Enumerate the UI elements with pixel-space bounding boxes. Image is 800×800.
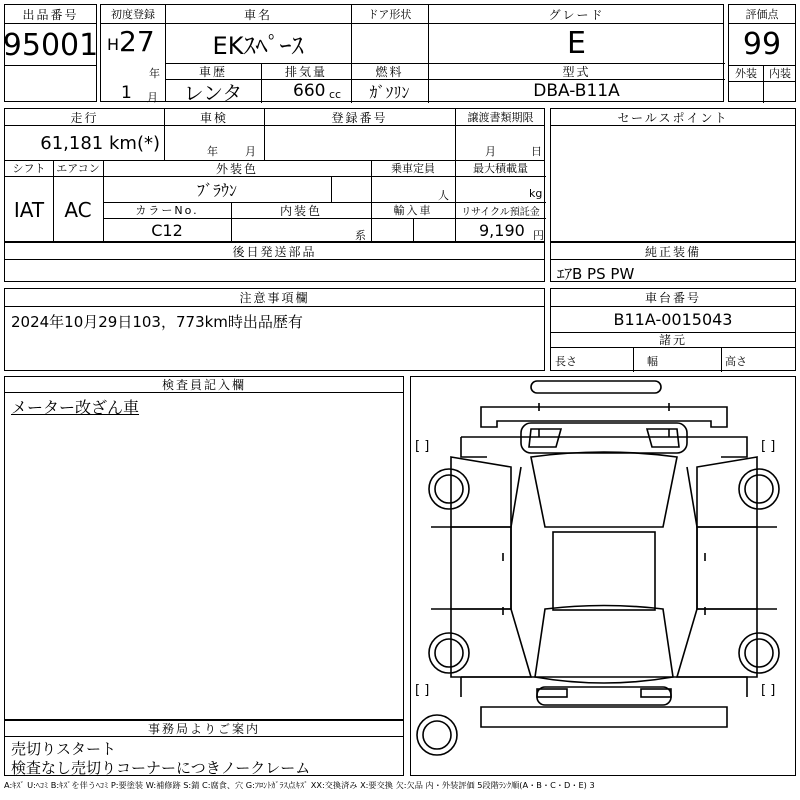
later-parts-box: [4, 242, 545, 282]
score: 99: [742, 26, 782, 62]
diagram-bracket-rear-right: [ ]: [761, 683, 776, 698]
sales-point-box: [550, 108, 796, 242]
lot-number: 95001: [2, 27, 99, 63]
shift: IAT: [13, 197, 45, 222]
displacement: 660: [293, 81, 326, 101]
color-number: C12: [151, 221, 183, 240]
history-label: 車歴: [198, 64, 227, 79]
cc-unit: cc: [329, 88, 342, 101]
car-diagram-box: [410, 376, 796, 776]
model-code-label: 型式: [562, 64, 591, 79]
inspector-box: [4, 376, 404, 720]
door-type-label: ドア形状: [367, 8, 412, 21]
inspection-month-unit: 月: [245, 145, 256, 158]
grade: E: [567, 25, 586, 61]
transfer-month-unit: 月: [485, 145, 496, 158]
interior-color-label: 内装色: [279, 203, 322, 218]
width-label: 幅: [647, 355, 658, 368]
height-label: 高さ: [725, 355, 747, 368]
grade-label: グレード: [548, 7, 605, 22]
shift-label: シフト: [12, 162, 46, 175]
genuine-equipment-label: 純正装備: [644, 244, 701, 259]
color-number-label: カラーNo.: [135, 204, 199, 217]
mileage: 61,181 km(*): [40, 132, 160, 154]
inspection-year-unit: 年: [207, 145, 218, 158]
aircon: AC: [64, 197, 92, 222]
notes-box: [4, 288, 545, 371]
office-line-1: 売切りスタート: [11, 740, 117, 758]
capacity-unit: 人: [438, 189, 449, 202]
damage-legend: A:ｷｽﾞ U:ﾍｺﾐ B:ｷｽﾞを伴うﾍｺﾐ P:要塗装 W:補修跡 S:錆 C:腐食、穴 G:ﾌﾛﾝﾄｶﾞﾗｽ点ｷｽﾞ XX:交換済み X:要交換 欠:欠品 内・外装評価 5段階ﾗﾝｸ順(A・B・C・D・E) 3: [4, 780, 595, 790]
exterior-label: 外装: [735, 67, 757, 80]
registration-month: 1: [121, 83, 132, 103]
chassis-number: B11A-0015043: [613, 309, 733, 329]
interior-label: 内装: [769, 67, 791, 80]
mileage-label: 走行: [70, 110, 99, 125]
office-line-2: 検査なし売切りコーナーにつきノークレーム: [11, 759, 311, 777]
transfer-day-unit: 日: [531, 145, 542, 158]
diagram-bracket-front-right: [ ]: [761, 439, 776, 454]
recycle-deposit-label: リサイクル預託金: [461, 206, 540, 218]
inspector-text: メーター改ざん車: [11, 398, 140, 417]
notes-label: 注意事項欄: [239, 291, 310, 305]
fuel: ｶﾞｿﾘﾝ: [369, 82, 410, 102]
vehicle-history: レンタ: [183, 80, 243, 105]
interior-color-suffix: 系: [355, 229, 366, 242]
car-name: EKｽﾍﾟｰｽ: [212, 31, 304, 60]
transfer-deadline-label: 譲渡書類期限: [467, 111, 534, 124]
capacity-label: 乗車定員: [391, 162, 435, 175]
car-name-label: 車名: [243, 7, 272, 22]
score-label: 評価点: [745, 8, 779, 21]
chassis-number-label: 車台番号: [644, 291, 701, 305]
genuine-equipment: ｴｱB PS PW: [557, 265, 635, 283]
era-letter: H: [107, 35, 120, 54]
sales-point-label: セールスポイント: [617, 110, 729, 125]
max-load-unit: kg: [529, 187, 543, 200]
car-diagram: [411, 377, 797, 777]
fuel-label: 燃料: [375, 64, 404, 79]
vehicle-info-box: [100, 4, 724, 105]
score-box: [728, 4, 796, 102]
import-label: 輸入車: [393, 204, 433, 217]
genuine-equipment-box: [550, 242, 796, 282]
office-box: [4, 720, 404, 776]
lot-number-box: [4, 4, 97, 102]
model-code: DBA-B11A: [533, 81, 620, 101]
month-unit: 月: [147, 91, 158, 104]
recycle-deposit: 9,190: [479, 221, 525, 240]
registration-number-label: 登録番号: [331, 110, 388, 125]
notes-text: 2024年10月29日103，773km時出品歴有: [11, 313, 303, 331]
specs-label: 諸元: [658, 333, 687, 347]
office-label: 事務局よりご案内: [147, 722, 260, 736]
lot-number-label: 出品番号: [22, 7, 79, 22]
chassis-box: [550, 288, 796, 371]
year-unit: 年: [149, 67, 160, 80]
max-load-label: 最大積載量: [473, 162, 528, 175]
details-box: [4, 108, 545, 242]
first-registration-label: 初度登録: [111, 8, 155, 21]
aircon-label: エアコン: [56, 162, 100, 175]
diagram-bracket-front-left: [ ]: [415, 439, 430, 454]
later-parts-label: 後日発送部品: [232, 244, 317, 259]
length-label: 長さ: [555, 355, 577, 368]
inspector-label: 検査員記入欄: [161, 378, 246, 392]
door-type: [351, 23, 428, 63]
diagram-bracket-rear-left: [ ]: [415, 683, 430, 698]
exterior-color: ﾌﾞﾗｳﾝ: [196, 180, 237, 200]
registration-year: 27: [119, 25, 155, 58]
displacement-label: 排気量: [284, 64, 327, 79]
exterior-color-label: 外装色: [215, 161, 258, 176]
recycle-unit: 円: [533, 229, 544, 242]
inspection-label: 車検: [199, 110, 228, 125]
